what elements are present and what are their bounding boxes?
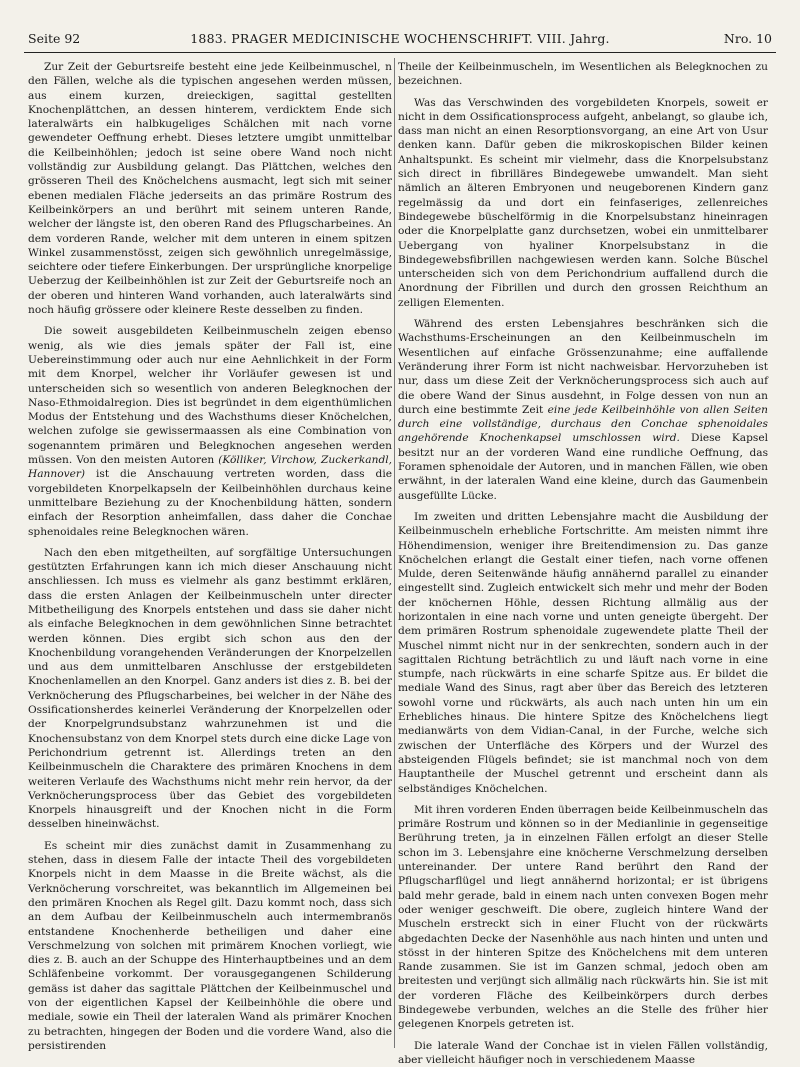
left-column — [28, 60, 392, 1050]
column-divider — [394, 58, 395, 1048]
paragraph: Die soweit ausgebildeten Keilbeinmuscheln zeigen ebenso wenig, als wie dies jemals später der Fall ist, eine Uebereinstimmung oder auch nur eine Aehnlichkeit in der Form mit dem Knorpel, welcher ihr Vorläufer gewesen ist und unterscheiden sich so wesentlich von anderen Belegknochen der Naso-Ethmoidalregion. Dies ist begründet in dem eigenthümlichen Modus der Entstehung und des Wachsthums dieser Knöchelchen, welchen zufolge sie gewissermaassen als eine Combination von sogenanntem primären und Belegknochen angesehen werden müssen. Von den meisten Autoren (Kölliker, Virchow, Zuckerkandl, Hannover) ist die Anschauung vertreten worden, dass die vorgebildeten Knorpelkapseln der Keilbeinhöhlen durchaus keine unmittelbare Beziehung zu der Knochenbildung hätten, sondern einfach der Resorption anheimfallen, dass daher die Conchae sphenoidales reine Belegknochen wären. — [28, 325, 392, 538]
running-header — [28, 28, 772, 50]
emphasized-text: eine jede Keilbeinhöhle von allen Seiten durch eine vollständige, durchaus den Conchae sphenoidales angehörende Knochenkapsel umschlossen wird. — [398, 403, 768, 445]
journal-title: 1883. PRAGER MEDICINISCHE WOCHENSCHRIFT. VIII. Jahrg. — [190, 31, 610, 46]
paragraph: Die laterale Wand der Conchae ist in vielen Fällen vollständig, aber vielleicht häufiger noch in verschiedenem Maasse — [398, 1039, 768, 1066]
right-column — [398, 60, 768, 1066]
header-rule — [24, 52, 776, 53]
issue-number: Nro. 10 — [723, 31, 772, 46]
page-number: Seite 92 — [28, 31, 81, 46]
paragraph: Was das Verschwinden des vorgebildeten Knorpels, soweit er nicht in dem Ossificationsprocess aufgeht, anbelangt, so glaube ich, dass man nicht an einen Resorptionsvorgang, an eine Art von Usur denken kann. Dafür geben die mikroskopischen Bilder keinen Anhaltspunkt. Es scheint mir vielmehr, dass die Knorpelsubstanz sich direct in fibrilläres Bindegewebe umwandelt. Man sieht nämlich an älteren Embryonen und neugeborenen Kindern ganz regelmässig da und dort ein feinfaseriges, zellenreiches Bindegewebe büschelförmig in die Knorpelsubstanz hineinragen oder die Knorpelplatte ganz durchsetzen, wobei ein unmittelbarer Uebergang von hyaliner Knorpelsubstanz in die Bindegewebsfibrillen nachgewiesen werden kann. Solche Büschel unterscheiden sich von dem Perichondrium auffallend durch die Anordnung der Fibrillen und durch den grossen Reichthum an zelligen Elementen. — [398, 96, 768, 309]
paragraph: Theile der Keilbeinmuscheln, im Wesentlichen als Belegknochen zu bezeichnen. — [398, 61, 768, 88]
paragraph: Während des ersten Lebensjahres beschränken sich die Wachsthums-Erscheinungen an den Keilbeinmuscheln im Wesentlichen auf einfache Grössenzunahme; eine auffallende Veränderung ihrer Form ist nicht nachweisbar. Hervorzuheben ist nur, dass um diese Zeit der Verknöcherungsprocess sich auch auf die obere Wand der Sinus ausdehnt, in Folge dessen von nun an durch eine bestimmte Zeit eine jede Keilbeinhöhle von allen Seiten durch eine vollständige, durchaus den Conchae sphenoidales angehörende Knochenkapsel umschlossen wird. Diese Kapsel besitzt nur an der vorderen Wand eine rundliche Oeffnung, das Foramen sphenoidale der Autoren, und in manchen Fällen, wie oben erwähnt, in der lateralen Wand eine kleine, durch das Gaumenbein ausgefüllte Lücke. — [398, 318, 768, 502]
paragraph: Im zweiten und dritten Lebensjahre macht die Ausbildung der Keilbeinmuscheln erhebliche Fortschritte. Am meisten nimmt ihre Höhendimension, weniger ihre Breitendimension zu. Das ganze Knöchelchen erlangt die Gestalt einer tiefen, nach vorne offenen Mulde, deren Seitenwände häufig annähernd parallel zu einander eingestellt sind. Zugleich entwickelt sich mehr und mehr der Boden der knöchernen Höhle, dessen Richtung allmälig aus der horizontalen in eine nach vorne und unten geneigte übergeht. Der dem primären Rostrum sphenoidale zugewendete platte Theil der Muschel nimmt nicht nur in der senkrechten, sondern auch in der sagittalen Richtung beträchtlich zu und läuft nach vorne in eine stumpfe, nach rückwärts in eine scharfe Spitze aus. Er bildet die mediale Wand des Sinus, ragt aber über das Bereich des letzteren sowohl vorne und rückwärts, als auch nach unten hin um ein Erhebliches hinaus. Die hintere Spitze des Knöchelchens liegt medianwärts von dem Vidian-Canal, in der Furche, welche sich zwischen der Unterfläche des Körpers und der Wurzel des absteigenden Flügels befindet; sie ist manchmal noch von dem Hauptantheile der Muschel getrennt und erscheint dann als selbständiges Knöchelchen. — [398, 510, 768, 795]
paragraph: Nach den eben mitgetheilten, auf sorgfältige Untersuchungen gestützten Erfahrungen kann ich mich dieser Anschauung nicht anschliessen. Ich muss es vielmehr als ganz bestimmt erklären, dass die ersten Anlagen der Keilbeinmuscheln unter directer Mitbetheiligung des Knorpels entstehen und dass sie daher nicht als einfache Belegknochen in dem gewöhnlichen Sinne betrachtet werden können. Dies ergibt sich schon aus den der Knochenbildung vorangehenden Veränderungen der Knorpelzellen und aus dem unmittelbaren Anschlusse der erstgebildeten Knochenlamellen an den Knorpel. Ganz anders ist dies z. B. bei der Verknöcherung des Pflugscharbeines, bei welcher in der Nähe des Ossificationsherdes keinerlei Veränderung der Knorpelzellen oder der Knorpelgrundsubstanz wahrzunehmen ist und die Knochensubstanz von dem Knorpel stets durch eine dicke Lage von Perichondrium getrennt ist. Allerdings treten an den Keilbeinmuscheln die Charaktere des primären Knochens in dem weiteren Verlaufe des Wachsthums nicht mehr rein hervor, da der Verknöcherungsprocess über das Gebiet des vorgebildeten Knorpels hinausgreift und der Knochen nicht in die Form desselben hineinwächst. — [28, 546, 392, 831]
paragraph: Zur Zeit der Geburtsreife besteht eine jede Keilbeinmuschel, n den Fällen, welche als die typischen angesehen werden müssen, aus einem kurzen, dreieckigen, sagittal gestellten Knochenplättchen, an dessen hinterem, verdicktem Ende sich lateralwärts ein halbkugeliges Schälchen mit nach vorne gewendeter Oeffnung erhebt. Dieses letztere umgibt unmittelbar die Keilbeinhöhlen; jedoch ist seine obere Wand noch nicht vollständig zur Ausbildung gelangt. Das Plättchen, welches den grösseren Theil des Knöchelchens ausmacht, legt sich mit seiner ebenen medialen Fläche jederseits an das primäre Rostrum des Keilbeinkörpers an und berührt mit seinem unteren Rande, welcher der längste ist, den oberen Rand des Pflugscharbeines. An dem vorderen Rande, welcher mit dem unteren in einem spitzen Winkel zusammenstösst, zeigen sich gewöhnlich unregelmässige, seichtere oder tiefere Einkerbungen. Der ursprüngliche knorpelige Ueberzug der Keilbeinhöhlen ist zur Zeit der Geburtsreife noch an der oberen und hinteren Wand vorhanden, auch lateralwärts sind noch häufig grössere oder kleinere Reste desselben zu finden. — [28, 61, 392, 317]
paragraph: Es scheint mir dies zunächst damit in Zusammenhang zu stehen, dass in diesem Falle der intacte Theil des vorgebildeten Knorpels nicht in dem Maasse in die Breite wächst, als die Verknöcherung vorschreitet, was bekanntlich im Allgemeinen bei den primären Knochen als Regel gilt. Dazu kommt noch, dass sich an dem Aufbau der Keilbeinmuscheln auch intermembranös entstandene Knochenherde betheiligen und daher eine Verschmelzung von solchen mit primärem Knochen vorliegt, wie dies z. B. auch an der Schuppe des Hinterhauptbeines und an dem Schläfenbeine vorkommt. Der vorausgegangenen Schilderung gemäss ist daher das sagittale Plättchen der Keilbeinmuschel und von der eigentlichen Kapsel der Keilbeinhöhle die obere und mediale, sowie ein Theil der lateralen Wand als primärer Knochen zu betrachten, hingegen der Boden und die vordere Wand, also die persistirenden — [28, 839, 392, 1052]
author-list: (Kölliker, Virchow, Zuckerkandl, Hannover) — [28, 454, 392, 481]
paragraph: Mit ihren vorderen Enden überragen beide Keilbeinmuscheln das primäre Rostrum und können so in der Medianlinie in gegenseitige Berührung treten, ja in einzelnen Fällen erfolgt an dieser Stelle schon im 3. Lebensjahre eine knöcherne Verschmelzung derselben untereinander. Der untere Rand berührt den Rand der Pflugscharflügel und liegt annähernd horizontal; er ist übrigens bald mehr gerade, bald in einem nach unten convexen Bogen mehr oder weniger geschweift. Die obere, zugleich hintere Wand der Muscheln erstreckt sich in einer Flucht von der rückwärts abgedachten Decke der Nasenhöhle aus nach hinten und unten und stösst in der hinteren Spitze des Knöchelchens mit dem unteren Rande zusammen. Sie ist im Ganzen schmal, jedoch oben am breitesten und verjüngt sich allmälig nach rückwärts hin. Sie ist mit der vorderen Fläche des Keilbeinkörpers durch derbes Bindegewebe verbunden, welches an die Stelle des früher hier gelegenen Knorpels getreten ist. — [398, 803, 768, 1031]
